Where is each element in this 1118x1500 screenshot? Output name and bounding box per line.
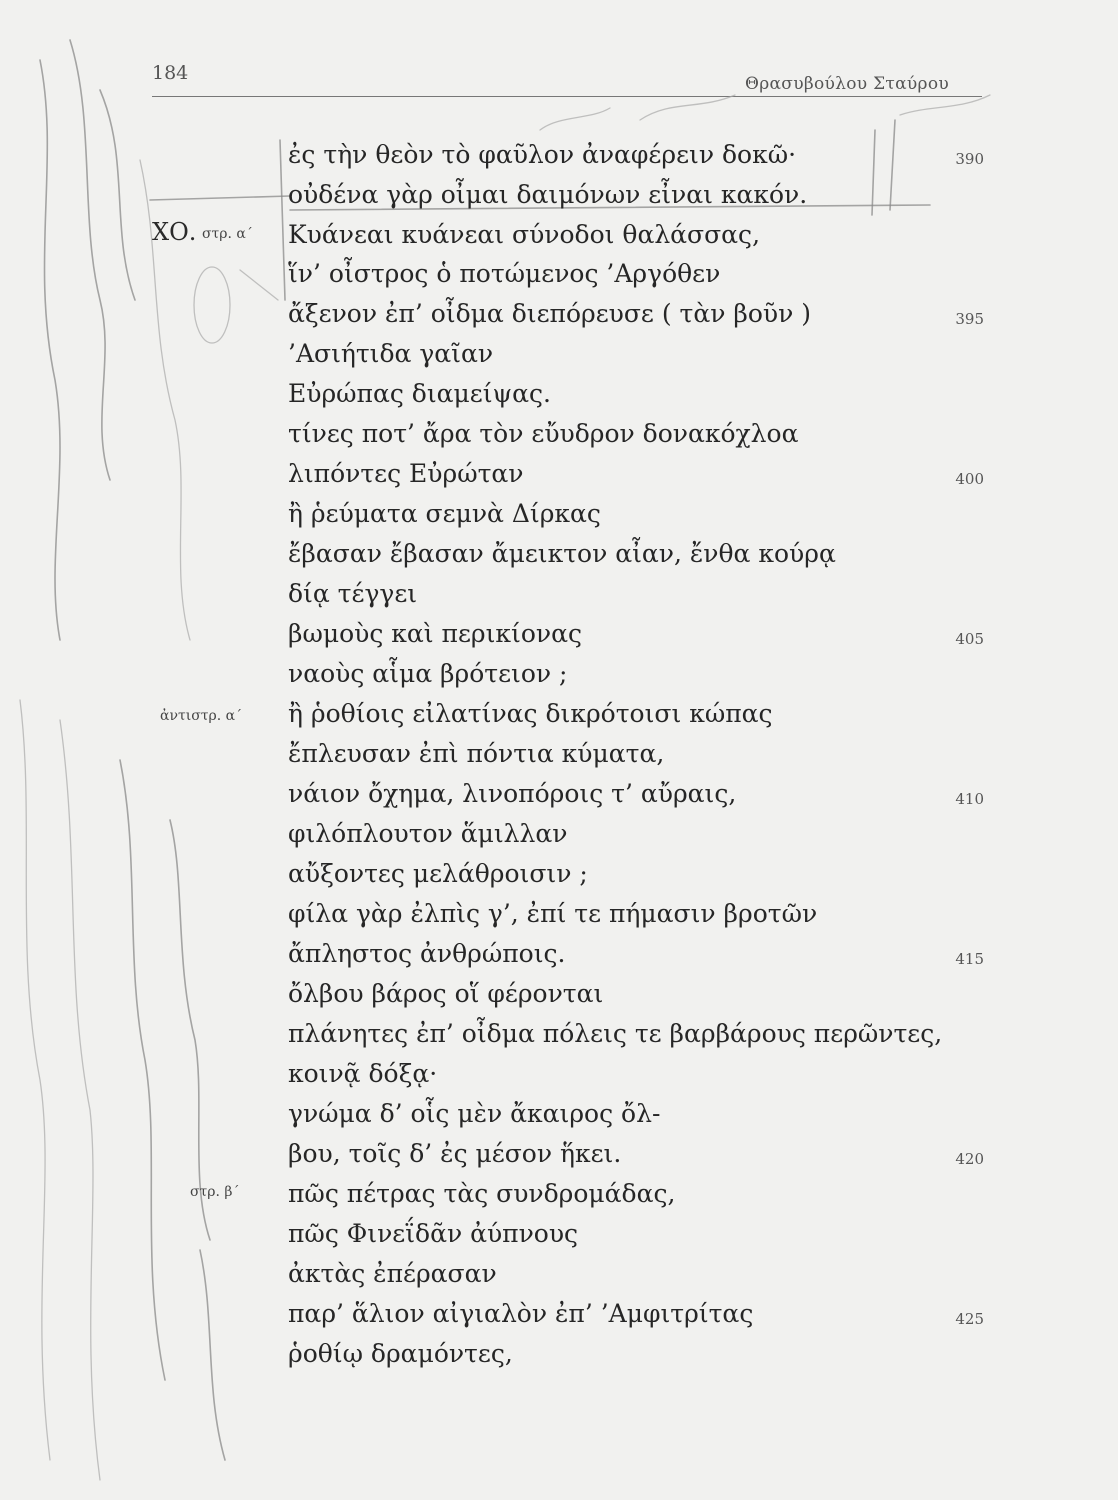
- verse-line: ῥοθίῳ δραμόντες,: [288, 1339, 513, 1368]
- verse-line: πλάνητες ἐπ’ οἶδμα πόλεις τε βαρβάρους περῶντες,: [288, 1019, 943, 1048]
- strophe-b-label: στρ. β΄: [190, 1184, 240, 1200]
- verse-line: φίλα γὰρ ἐλπὶς γ’, ἐπί τε πήμασιν βροτῶν: [288, 899, 818, 928]
- verse-line: φιλόπλουτον ἅμιλλαν: [288, 819, 568, 848]
- verse-line: ὄλβου βάρος οἵ φέρονται: [288, 979, 604, 1008]
- verse-line: πῶς Φινεΐδᾶν ἀύπνους: [288, 1219, 579, 1248]
- verse-line: κοινᾷ δόξᾳ·: [288, 1059, 438, 1088]
- verse-line: παρ’ ἅλιον αἰγιαλὸν ἐπ’ ’Αμφιτρίτας: [288, 1299, 754, 1328]
- verse-line: βωμοὺς καὶ περικίονας: [288, 619, 582, 648]
- strophe-a-label: στρ. α΄: [202, 226, 253, 242]
- speaker-chorus: ΧΟ.: [152, 218, 197, 246]
- verse-line: ἄξενον ἐπ’ οἶδμα διεπόρευσε ( τὰν βοῦν ): [288, 299, 811, 328]
- verse-line: πῶς πέτρας τὰς συνδρομάδας,: [288, 1179, 676, 1208]
- verse-line: ἢ ῥεύματα σεμνὰ Δίρκας: [288, 499, 601, 528]
- verse-line: ’Ασιήτιδα γαῖαν: [288, 339, 494, 368]
- verse-line: βου, τοῖς δ’ ἐς μέσον ἥκει.: [288, 1139, 622, 1168]
- verse-line: ἀκτὰς ἐπέρασαν: [288, 1259, 497, 1288]
- verse-line: ἄπληστος ἀνθρώποις.: [288, 939, 566, 968]
- line-number: 410: [955, 790, 984, 808]
- header-rule: [152, 96, 982, 97]
- verse-line: νάιον ὄχημα, λινοπόροις τ’ αὔραις,: [288, 779, 737, 808]
- verse-line: λιπόντες Εὐρώταν: [288, 459, 524, 488]
- verse-line: Κυάνεαι κυάνεαι σύνοδοι θαλάσσας,: [288, 220, 761, 249]
- verse-line: οὐδένα γὰρ οἶμαι δαιμόνων εἶναι κακόν.: [288, 180, 808, 209]
- line-number: 405: [955, 630, 984, 648]
- verse-line: ναοὺς αἷμα βρότειον ;: [288, 659, 568, 688]
- line-number: 400: [955, 470, 984, 488]
- page-number: 184: [152, 62, 189, 84]
- line-number: 420: [955, 1150, 984, 1168]
- verse-line: ἢ ῥοθίοις εἰλατίνας δικρότοισι κώπας: [288, 699, 773, 728]
- verse-line: ἔπλευσαν ἐπὶ πόντια κύματα,: [288, 739, 665, 768]
- running-head: Θρασυβούλου Σταύρου: [745, 74, 949, 94]
- verse-line: ἔβασαν ἔβασαν ἄμεικτον αἶαν, ἔνθα κούρᾳ: [288, 539, 836, 568]
- verse-line: γνώμα δ’ οἷς μὲν ἄκαιρος ὄλ-: [288, 1099, 661, 1128]
- verse-line: τίνες ποτ’ ἄρα τὸν εὔυδρον δονακόχλοα: [288, 419, 799, 448]
- line-number: 390: [955, 150, 984, 168]
- line-number: 415: [955, 950, 984, 968]
- line-number: 395: [955, 310, 984, 328]
- verse-line: ἐς τὴν θεὸν τὸ φαῦλον ἀναφέρειν δοκῶ·: [288, 140, 797, 169]
- line-number: 425: [955, 1310, 984, 1328]
- antistrophe-a-label: ἀντιστρ. α΄: [160, 708, 243, 724]
- verse-line: αὔξοντες μελάθροισιν ;: [288, 859, 588, 888]
- verse-line: δίᾳ τέγγει: [288, 579, 418, 608]
- verse-line: Εὐρώπας διαμείψας.: [288, 379, 551, 408]
- verse-line: ἵν’ οἶστρος ὁ ποτώμενος ’Αργόθεν: [288, 259, 721, 288]
